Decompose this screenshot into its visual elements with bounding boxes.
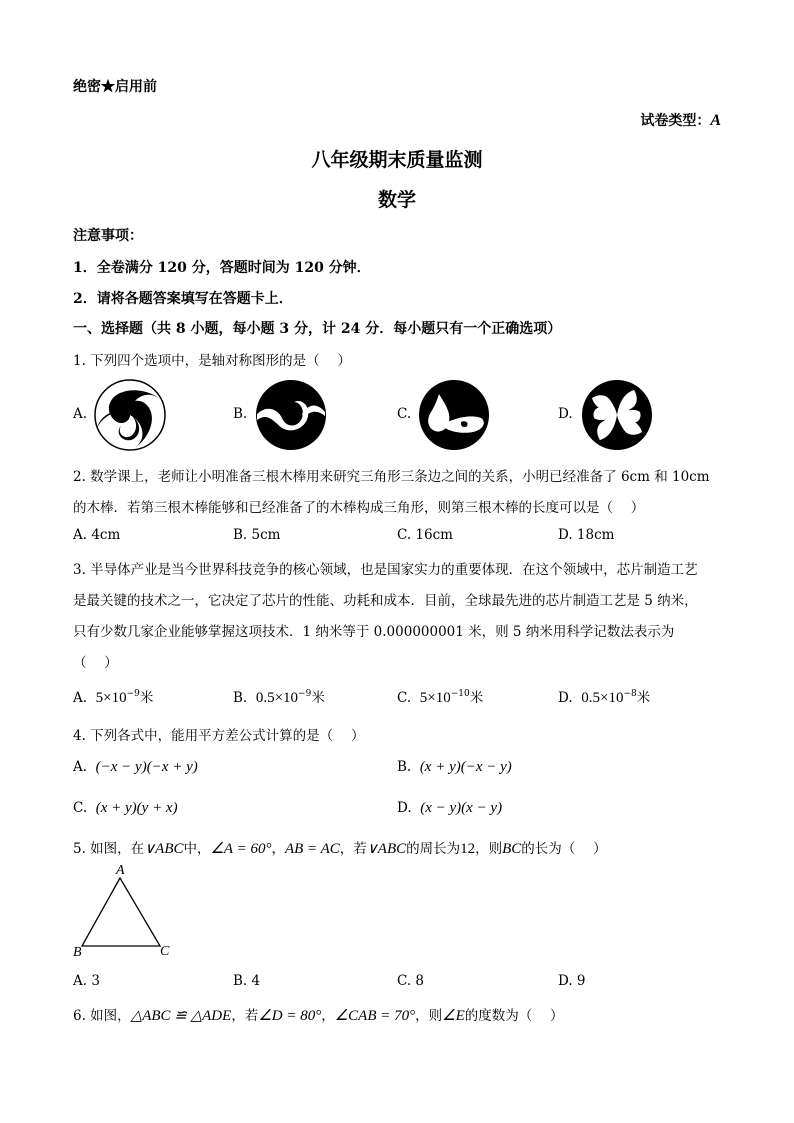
q5-bc: BC	[502, 841, 522, 857]
q5-option-a: A. 3	[73, 973, 100, 989]
q6-congruence: △ABC ≌ △ADE	[130, 1008, 232, 1024]
q5-text-3: ，	[271, 841, 285, 857]
q6-text-2: ，若	[231, 1008, 259, 1024]
q3-line-2: 是最关键的技术之一，它决定了芯片的性能、功耗和成本．目前，全球最先进的芯片制造工艺是 5 纳米，	[73, 593, 698, 609]
q2-option-d: D. 18cm	[558, 527, 615, 543]
q1-label-c: C.	[397, 406, 412, 422]
page-title: 八年级期末质量监测	[311, 149, 483, 171]
q3-line-3: 只有少数几家企业能够掌握这项技术．1 纳米等于 0.000000001 米，则 5 纳米用科学记数法表示为	[73, 624, 675, 640]
q6-condition-1: ∠D = 80°	[258, 1008, 322, 1024]
q3-option-b-base: 0.5×10	[255, 690, 299, 706]
q1-figure-d	[580, 378, 654, 452]
q2-option-b: B. 5cm	[233, 527, 281, 543]
q6-angle-e: ∠E	[442, 1008, 465, 1024]
q3-option-a-unit: 米	[139, 690, 154, 706]
q5-vertex-b: B	[73, 945, 82, 960]
q5-stem	[73, 837, 607, 858]
q5-text-4: ，若	[339, 841, 367, 857]
q5-triangle-2: ∨ABC	[366, 841, 407, 857]
q6-text-4: ，则	[415, 1008, 443, 1024]
q1-figure-a	[93, 378, 167, 452]
q6-stem	[73, 1004, 564, 1025]
q4-option-a-label: A.	[73, 759, 88, 775]
paper-type-value: A	[710, 112, 721, 129]
note-item-2: 2．请将各题答案填写在答题卡上．	[73, 291, 293, 307]
q5-text-1: 5. 如图，在	[73, 841, 145, 857]
notes-heading: 注意事项：	[73, 228, 143, 244]
q5-triangle-1: ∨ABC	[144, 841, 184, 857]
q4-option-b-expr: (x + y)(−x − y)	[419, 759, 512, 775]
secret-label: 绝密★启用前	[73, 79, 157, 95]
q4-option-d-expr: (x − y)(x − y)	[420, 800, 503, 816]
q3-option-a-exp: −9	[126, 689, 140, 699]
q3-option-d-label: D.	[558, 690, 573, 706]
q3-option-d-exp: −8	[623, 689, 637, 699]
q4-option-d	[397, 800, 502, 817]
q1-stem: 1. 下列四个选项中，是轴对称图形的是（ ）	[73, 353, 351, 369]
note-item-1: 1．全卷满分 120 分，答题时间为 120 分钟．	[73, 260, 371, 276]
q5-vertex-a: A	[116, 863, 125, 878]
q3-line-1: 3. 半导体产业是当今世界科技竞争的核心领域，也是国家实力的重要体现．在这个领域中，芯片制造工艺	[73, 562, 698, 578]
paper-type-label: 试卷类型：	[640, 113, 711, 129]
q3-option-a-label: A.	[73, 690, 88, 706]
q5-option-d: D. 9	[558, 973, 586, 989]
q5-perimeter: 12	[460, 841, 476, 857]
q3-option-b-label: B.	[233, 690, 248, 706]
q1-figure-c	[417, 378, 491, 452]
q4-option-a	[73, 759, 198, 776]
q3-option-d	[558, 686, 650, 707]
q1-figure-b	[254, 378, 328, 452]
q5-text-6: ，则	[475, 841, 503, 857]
q3-option-c-exp: −10	[450, 689, 470, 699]
q5-text-7: 的长为（ ）	[521, 841, 607, 857]
q4-option-c-expr: (x + y)(y + x)	[95, 800, 178, 816]
q6-condition-2: ∠CAB = 70°	[334, 1008, 416, 1024]
q5-option-c: C. 8	[397, 973, 425, 989]
q5-option-b: B. 4	[233, 973, 261, 989]
q3-option-c	[397, 686, 483, 707]
q4-stem: 4. 下列各式中，能用平方差公式计算的是（ ）	[73, 728, 365, 744]
q3-option-d-base: 0.5×10	[581, 690, 624, 706]
q3-option-c-label: C.	[397, 690, 412, 706]
q5-condition-2: AB = AC	[284, 841, 340, 857]
q4-option-a-expr: (−x − y)(−x + y)	[95, 759, 198, 775]
q2-line-1: 2. 数学课上，老师让小明准备三根木棒用来研究三角形三条边之间的关系，小明已经准备了 6cm 和 10cm	[73, 469, 710, 485]
q3-option-a	[73, 686, 153, 707]
q6-text-5: 的度数为（ ）	[464, 1008, 564, 1024]
section-heading: 一、选择题（共 8 小题，每小题 3 分，计 24 分．每小题只有一个正确选项）	[73, 321, 562, 337]
q5-condition-1: ∠A = 60°	[210, 841, 272, 857]
q4-option-c	[73, 800, 178, 817]
q2-line-2: 的木棒．若第三根木棒能够和已经准备了的木棒构成三角形，则第三根木棒的长度可以是（ ）	[73, 500, 645, 516]
q3-option-b-exp: −9	[298, 689, 312, 699]
q3-option-b	[233, 686, 325, 707]
q6-text-1: 6. 如图，	[73, 1008, 131, 1024]
q5-text-2: 中，	[183, 841, 211, 857]
q3-option-d-unit: 米	[636, 690, 651, 706]
q1-label-b: B.	[233, 406, 248, 422]
q4-option-b	[397, 759, 512, 776]
subject-title: 数学	[377, 189, 416, 211]
q3-line-4: （ ）	[73, 655, 118, 671]
q2-option-a: A. 4cm	[73, 527, 121, 543]
q1-label-d: D.	[558, 406, 573, 422]
q3-option-c-unit: 米	[469, 690, 484, 706]
q4-option-b-label: B.	[397, 759, 412, 775]
q4-option-d-label: D.	[397, 800, 412, 816]
q4-option-c-label: C.	[73, 800, 88, 816]
paper-type	[640, 110, 721, 130]
q5-text-5: 的周长为	[406, 841, 461, 857]
q6-text-3: ，	[321, 1008, 335, 1024]
q2-option-c: C. 16cm	[397, 527, 453, 543]
q3-option-c-base: 5×10	[419, 690, 451, 706]
q1-label-a: A.	[73, 406, 88, 422]
q3-option-b-unit: 米	[311, 690, 325, 706]
q3-option-a-base: 5×10	[95, 690, 127, 706]
q5-vertex-c: C	[160, 944, 170, 959]
